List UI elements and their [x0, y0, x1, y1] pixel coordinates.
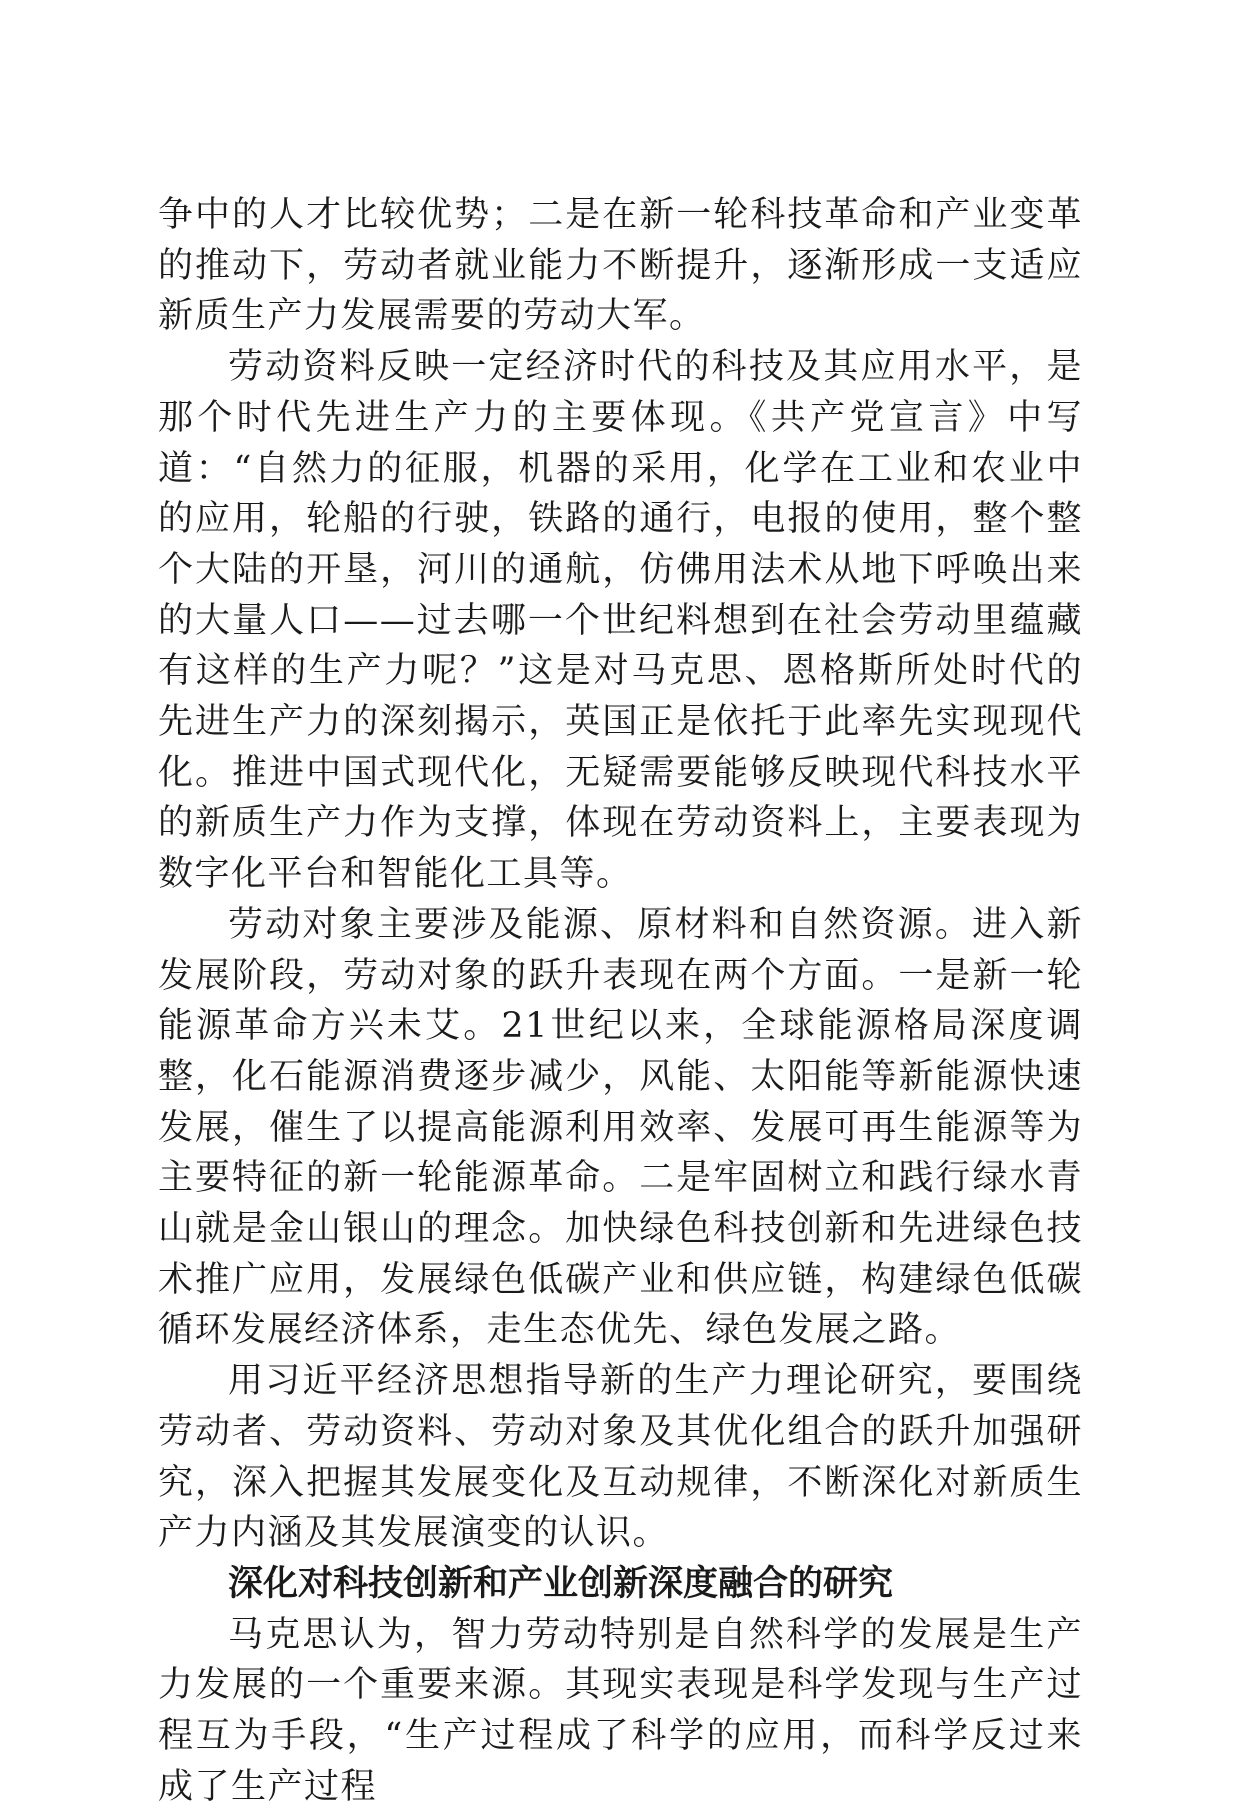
paragraph-objects-of-labor: 劳动对象主要涉及能源、原材料和自然资源。进入新发展阶段，劳动对象的跃升表现在两个方面。一是新一轮能源革命方兴未艾。21世纪以来，全球能源格局深度调整，化石能源消费逐步减少，风能、太阳能等新能源快速发展，催生了以提高能源利用效率、发展可再生能源等为主要特征的新一轮能源革命。二是牢固树立和践行绿水青山就是金山银山的理念。加快绿色科技创新和先进绿色技术推广应用，发展绿色低碳产业和供应链，构建绿色低碳循环发展经济体系，走生态优先、绿色发展之路。 — [158, 904, 1083, 1351]
paragraph-marx-science: 马克思认为，智力劳动特别是自然科学的发展是生产力发展的一个重要来源。其现实表现是科学发现与生产过程互为手段，“生产过程成了科学的应用，而科学反过来成了生产过程 — [158, 1614, 1083, 1807]
body-text — [158, 190, 1083, 1813]
paragraph-research-guidance: 用习近平经济思想指导新的生产力理论研究，要围绕劳动者、劳动资料、劳动对象及其优化组合的跃升加强研究，深入把握其发展变化及互动规律，不断深化对新质生产力内涵及其发展演变的认识。 — [158, 1361, 1083, 1554]
section-heading: 深化对科技创新和产业创新深度融合的研究 — [228, 1563, 894, 1604]
paragraph-means-of-labor: 劳动资料反映一定经济时代的科技及其应用水平，是那个时代先进生产力的主要体现。《共产党宣言》中写道：“自然力的征服，机器的采用，化学在工业和农业中的应用，轮船的行驶，铁路的通行，电报的使用，整个整个大陆的开垦，河川的通航，仿佛用法术从地下呼唤出来的大量人口——过去哪一个世纪料想到在社会劳动里蕴藏有这样的生产力呢？”这是对马克思、恩格斯所处时代的先进生产力的深刻揭示，英国正是依托于此率先实现现代化。推进中国式现代化，无疑需要能够反映现代科技水平的新质生产力作为支撑，体现在劳动资料上，主要表现为数字化平台和智能化工具等。 — [158, 347, 1083, 895]
paragraph-workers-continued: 争中的人才比较优势；二是在新一轮科技革命和产业变革的推动下，劳动者就业能力不断提升，逐渐形成一支适应新质生产力发展需要的劳动大军。 — [158, 195, 1083, 337]
